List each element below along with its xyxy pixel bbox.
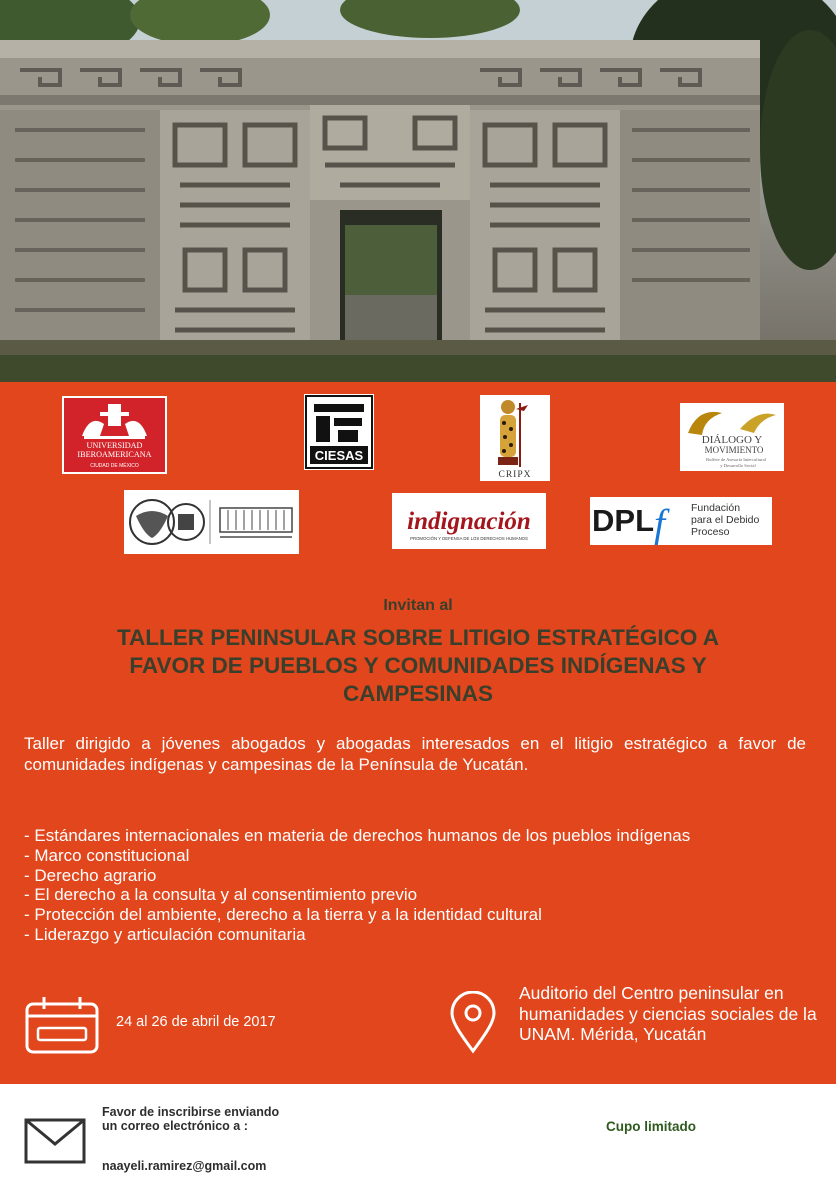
topic-item: - Estándares internacionales en materia de derechos humanos de los pueblos indígenas <box>24 826 691 845</box>
topic-item: - El derecho a la consulta y al consentimiento previo <box>24 885 418 905</box>
event-date: 24 al 26 de abril de 2017 <box>116 1014 276 1030</box>
registration-instructions: Favor de inscribirse enviando un correo electrónico a : <box>102 1105 280 1133</box>
topic-item: - Protección del ambiente, derecho a la tierra y a la identidad cultural <box>24 905 542 925</box>
topic-item: - Liderazgo y articulación comunitaria <box>24 924 306 944</box>
dialogo-line4: y Desarrollo Social <box>720 463 756 468</box>
indignacion-sub: PROMOCIÓN Y DEFENSA DE LOS DERECHOS HUMANOS <box>410 536 528 541</box>
ibero-line3: CIUDAD DE MÉXICO <box>90 463 139 469</box>
event-location: Auditorio del Centro peninsular en humanidades y ciencias sociales de la UNAM. Mérida, Yucatán <box>519 983 817 1044</box>
mail-envelope-icon <box>24 1118 86 1169</box>
dialogo-line2: MOVIMIENTO <box>704 445 764 455</box>
logo-unam <box>124 490 299 554</box>
fundacion-line1: Fundación <box>691 502 741 514</box>
event-title <box>40 624 796 708</box>
logo-ciesas <box>304 394 374 470</box>
svg-text:f: f <box>654 501 666 545</box>
indignacion-label: indignación <box>407 508 531 535</box>
dialogo-line1: DIÁLOGO Y <box>701 434 763 446</box>
logo-dplf <box>590 497 772 545</box>
invite-text: Invitan al <box>383 597 453 614</box>
fundacion-line2: para el Debido <box>691 514 760 526</box>
dialogo-line3: Buffete de Asesoría Intercultural <box>706 457 766 462</box>
logo-indignacion <box>392 493 546 549</box>
cripx-label: CRIPX <box>498 470 532 480</box>
hero-photo-maya-ruins <box>0 0 836 382</box>
topic-item: - Derecho agrario <box>24 865 157 885</box>
ibero-line1: UNIVERSIDAD <box>86 441 143 450</box>
content-panel <box>0 382 836 1084</box>
contact-email[interactable]: naayeli.ramirez@gmail.com <box>102 1159 267 1173</box>
location-pin-icon <box>448 991 498 1060</box>
topic-item: - Marco constitucional <box>24 845 190 865</box>
title-line: CAMPESINAS <box>342 681 494 706</box>
topics-list <box>24 826 814 945</box>
title-line: TALLER PENINSULAR SOBRE LITIGIO ESTRATÉGICO A <box>116 625 720 650</box>
calendar-icon <box>24 994 100 1061</box>
limited-capacity-note: Cupo limitado <box>606 1119 696 1134</box>
logo-dialogo-movimiento <box>680 403 784 471</box>
event-description: Taller dirigido a jóvenes abogados y abogadas interesados en el litigio estratégico a favor de comunidades indígenas y campesinas de la Península de Yucatán. <box>24 734 806 774</box>
logo-cripx <box>480 395 550 481</box>
fundacion-line3: Proceso <box>691 526 730 538</box>
ciesas-label: CIESAS <box>314 448 364 463</box>
ibero-line2: IBEROAMERICANA <box>77 450 152 459</box>
title-line: FAVOR DE PUEBLOS Y COMUNIDADES INDÍGENAS Y <box>129 653 707 678</box>
logo-ibero <box>62 396 167 474</box>
svg-text:DPL: DPL <box>592 503 654 538</box>
